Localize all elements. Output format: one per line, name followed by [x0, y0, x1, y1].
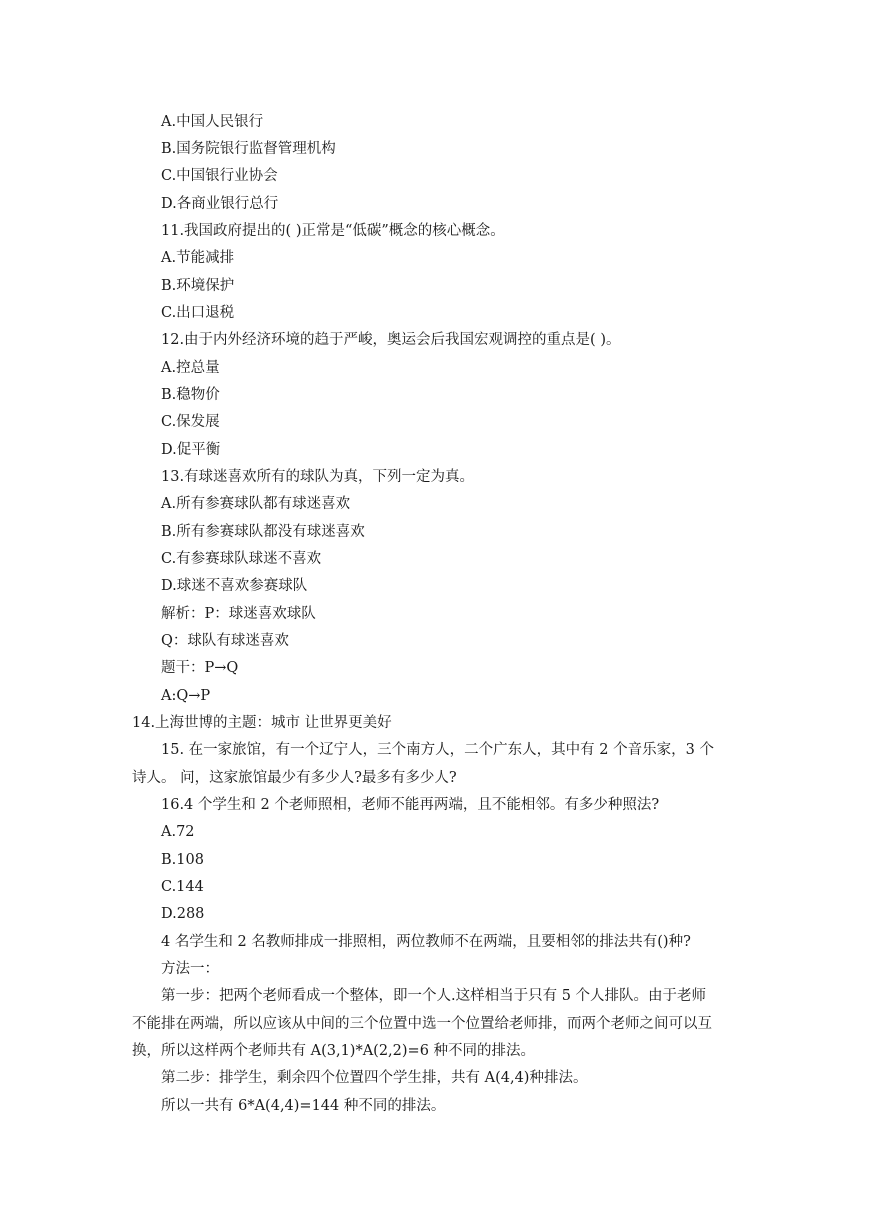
option-d-line: D.促平衡 — [161, 442, 221, 458]
option-c-line: C.中国银行业协会 — [161, 168, 278, 184]
option-a-line: A.中国人民银行 — [161, 114, 264, 130]
option-a-line: A.所有参赛球队都有球迷喜欢 — [161, 496, 351, 512]
question-14: 14.上海世博的主题：城市 让世界更美好 — [132, 715, 392, 731]
method-heading: 方法一： — [161, 961, 219, 977]
analysis-line: Q：球队有球迷喜欢 — [161, 633, 289, 649]
option-c-line: C.出口退税 — [161, 305, 235, 321]
solution-step-1-line-3: 换，所以这样两个老师共有 A(3,1)*A(2,2)=6 种不同的排法。 — [132, 1043, 536, 1059]
option-b-line: B.环境保护 — [161, 278, 235, 294]
solution-question: 4 名学生和 2 名教师排成一排照相，两位教师不在两端，且要相邻的排法共有()种? — [161, 934, 691, 950]
analysis-line: 解析：P：球迷喜欢球队 — [161, 606, 316, 622]
option-c-line: C.144 — [161, 879, 204, 895]
option-c-line: C.保发展 — [161, 414, 220, 430]
option-d-line: D.球迷不喜欢参赛球队 — [161, 578, 308, 594]
question-16: 16.4 个学生和 2 个老师照相，老师不能再两端，且不能相邻。有多少种照法? — [161, 797, 660, 813]
question-13: 13.有球迷喜欢所有的球队为真，下列一定为真。 — [161, 469, 475, 485]
option-a-line: A.节能减排 — [161, 250, 235, 266]
option-a-line: A.控总量 — [161, 360, 220, 376]
option-d-line: D.288 — [161, 906, 205, 922]
analysis-line: 题干：P→Q — [161, 660, 239, 676]
solution-conclusion: 所以一共有 6*A(4,4)=144 种不同的排法。 — [161, 1098, 446, 1114]
option-b-line: B.国务院银行监督管理机构 — [161, 141, 336, 157]
question-11: 11.我国政府提出的( )正常是“低碳”概念的核心概念。 — [161, 223, 505, 239]
question-12: 12.由于内外经济环境的趋于严峻，奥运会后我国宏观调控的重点是( )。 — [161, 332, 621, 348]
option-b-line: B.稳物价 — [161, 387, 220, 403]
option-d-line: D.各商业银行总行 — [161, 196, 279, 212]
solution-step-1-line-2: 不能排在两端，所以应该从中间的三个位置中选一个位置给老师排，而两个老师之间可以互 — [132, 1016, 712, 1032]
question-15-line-2: 诗人。 问，这家旅馆最少有多少人?最多有多少人? — [132, 770, 457, 786]
option-b-line: B.所有参赛球队都没有球迷喜欢 — [161, 524, 365, 540]
analysis-line: A:Q→P — [161, 688, 211, 704]
option-b-line: B.108 — [161, 852, 204, 868]
option-a-line: A.72 — [161, 824, 195, 840]
option-c-line: C.有参赛球队球迷不喜欢 — [161, 551, 322, 567]
solution-step-2: 第二步：排学生，剩余四个位置四个学生排，共有 A(4,4)种排法。 — [161, 1070, 588, 1086]
question-15-line-1: 15. 在一家旅馆，有一个辽宁人，三个南方人，二个广东人，其中有 2 个音乐家，3 个 — [161, 742, 714, 758]
solution-step-1-line-1: 第一步：把两个老师看成一个整体，即一个人.这样相当于只有 5 个人排队。由于老师 — [161, 988, 707, 1004]
